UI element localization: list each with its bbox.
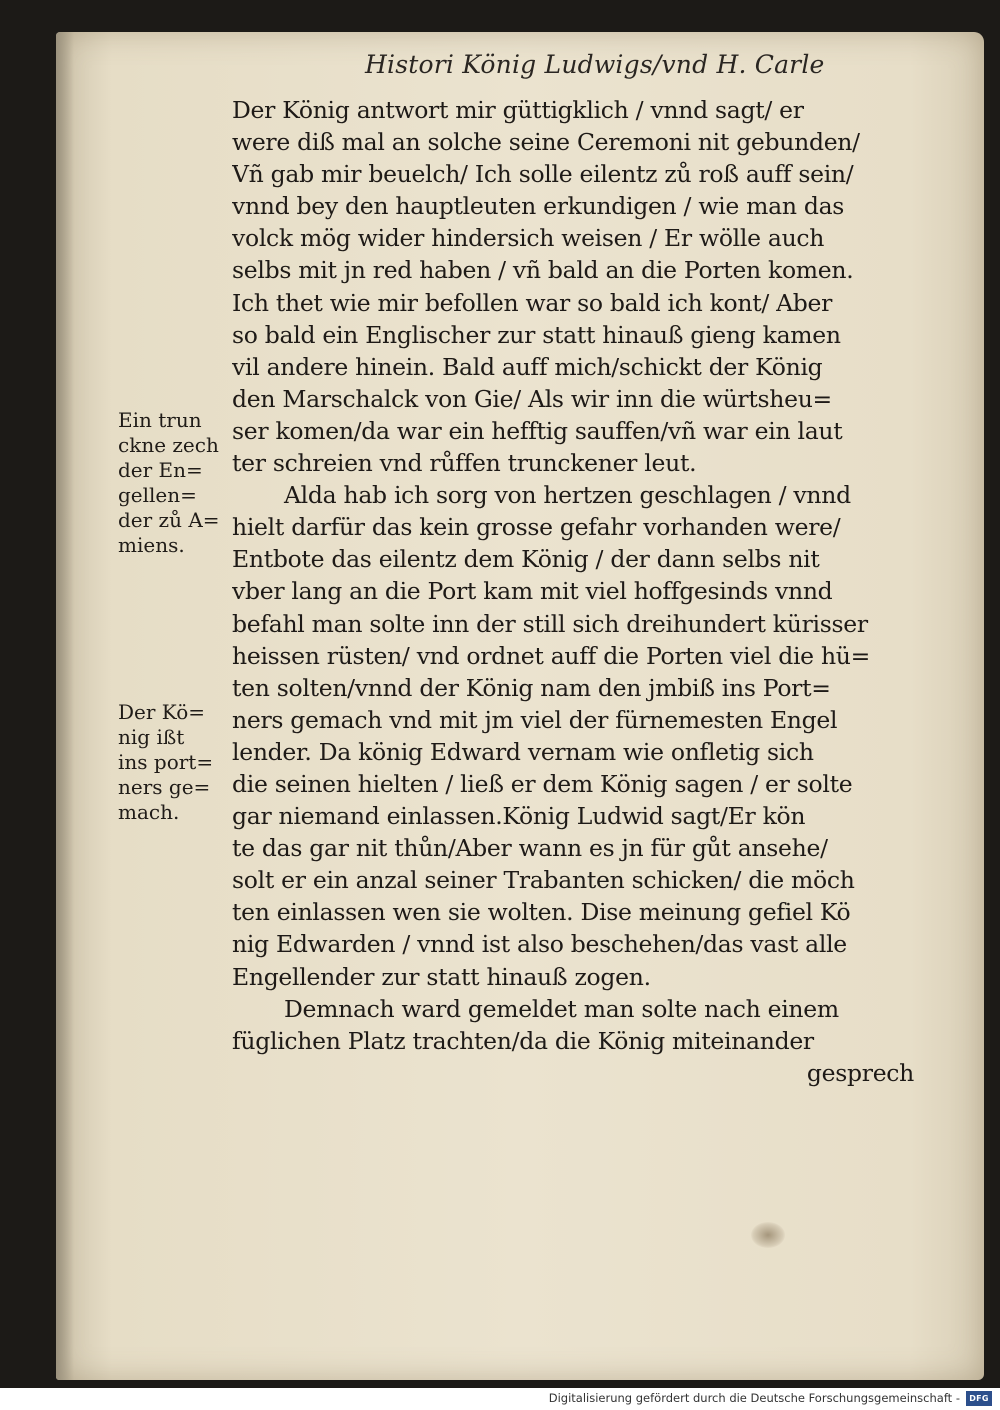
text-line: ten einlassen wen sie wolten. Dise meinung gefiel Kö xyxy=(232,898,851,927)
text-line: vnnd bey den hauptleuten erkundigen / wie man das xyxy=(232,192,845,221)
page-gutter-shadow xyxy=(56,32,74,1380)
text-line: lender. Da könig Edward vernam wie onfletig sich xyxy=(232,737,814,766)
text-line: solt er ein anzal seiner Trabanten schicken/ die möch xyxy=(232,866,855,895)
dfg-logo-icon: DFG xyxy=(966,1391,992,1406)
text-line: den Marschalck von Gie/ Als wir inn die würtsheu= xyxy=(232,384,832,413)
text-line: Der König antwort mir güttigklich / vnnd sagt/ er xyxy=(232,96,804,124)
text-line: ten solten/vnnd der König nam den jmbiß ins Port= xyxy=(232,673,831,702)
text-line: te das gar nit thůn/Aber wann es jn für gůt ansehe/ xyxy=(232,834,828,863)
text-line: selbs mit jn red haben / vñ bald an die Porten komen. xyxy=(232,256,854,285)
text-line: Entbote das eilentz dem König / der dann selbs nit xyxy=(232,545,820,574)
margin-note-line: ckne zech xyxy=(118,433,219,457)
digitization-footer xyxy=(0,1388,1000,1410)
text-line: ners gemach vnd mit jm viel der fürnemesten Engel xyxy=(232,705,838,734)
text-line: Engellender zur statt hinauß zogen. xyxy=(232,962,651,991)
margin-note-line: Der Kö= xyxy=(118,700,205,724)
catchword: gesprech xyxy=(806,1058,914,1087)
funding-credit: Digitalisierung gefördert durch die Deutsche Forschungsgemeinschaft - xyxy=(548,1391,960,1405)
ink-stain xyxy=(751,1222,785,1248)
margin-note-line: ins port= xyxy=(118,750,214,774)
margin-note-drinking xyxy=(118,408,230,558)
margin-note-line: gellen= xyxy=(118,483,197,507)
text-line: volck mög wider hindersich weisen / Er wölle auch xyxy=(232,224,825,253)
margin-note-line: der zů A= xyxy=(118,508,220,532)
text-line: Ich thet wie mir befollen war so bald ich kont/ Aber xyxy=(232,288,833,317)
text-line: heissen rüsten/ vnd ordnet auff die Porten viel die hü= xyxy=(232,641,871,670)
margin-note-line: Ein trun xyxy=(118,408,202,432)
text-line: die seinen hielten / ließ er dem König sagen / er solte xyxy=(232,769,853,798)
text-line: were diß mal an solche seine Ceremoni nit gebunden/ xyxy=(232,128,860,157)
text-line: Vñ gab mir beuelch/ Ich solle eilentz zů roß auff sein/ xyxy=(232,160,854,189)
text-line: ser komen/da war ein hefftig sauffen/vñ war ein laut xyxy=(232,416,843,445)
margin-note-line: nig ißt xyxy=(118,725,185,749)
text-line-paragraph-start: Alda hab ich sorg von hertzen geschlagen / vnnd xyxy=(284,481,851,510)
text-line: gar niemand einlassen.König Ludwid sagt/Er kön xyxy=(232,802,806,831)
text-line: nig Edwarden / vnnd ist also beschehen/das vast alle xyxy=(232,930,847,959)
margin-note-line: ners ge= xyxy=(118,775,211,799)
text-line: so bald ein Englischer zur statt hinauß gieng kamen xyxy=(232,320,841,349)
margin-note-line: der En= xyxy=(118,458,203,482)
margin-note-king-eats xyxy=(118,700,230,825)
running-title: Histori König Ludwigs/vnd H. Carle xyxy=(365,50,825,79)
text-line: hielt darfür das kein grosse gefahr vorhanden were/ xyxy=(232,513,841,542)
margin-note-line: miens. xyxy=(118,533,185,557)
text-line: vber lang an die Port kam mit viel hoffgesinds vnnd xyxy=(232,577,833,606)
text-line: füglichen Platz trachten/da die König miteinander xyxy=(232,1026,814,1055)
text-line: vil andere hinein. Bald auff mich/schickt der König xyxy=(232,352,823,381)
main-text-block xyxy=(232,94,922,1089)
margin-note-line: mach. xyxy=(118,800,180,824)
text-line-paragraph-start: Demnach ward gemeldet man solte nach einem xyxy=(284,994,839,1023)
text-line: befahl man solte inn der still sich dreihundert kürisser xyxy=(232,609,868,638)
text-line: ter schreien vnd růffen trunckener leut. xyxy=(232,449,697,478)
